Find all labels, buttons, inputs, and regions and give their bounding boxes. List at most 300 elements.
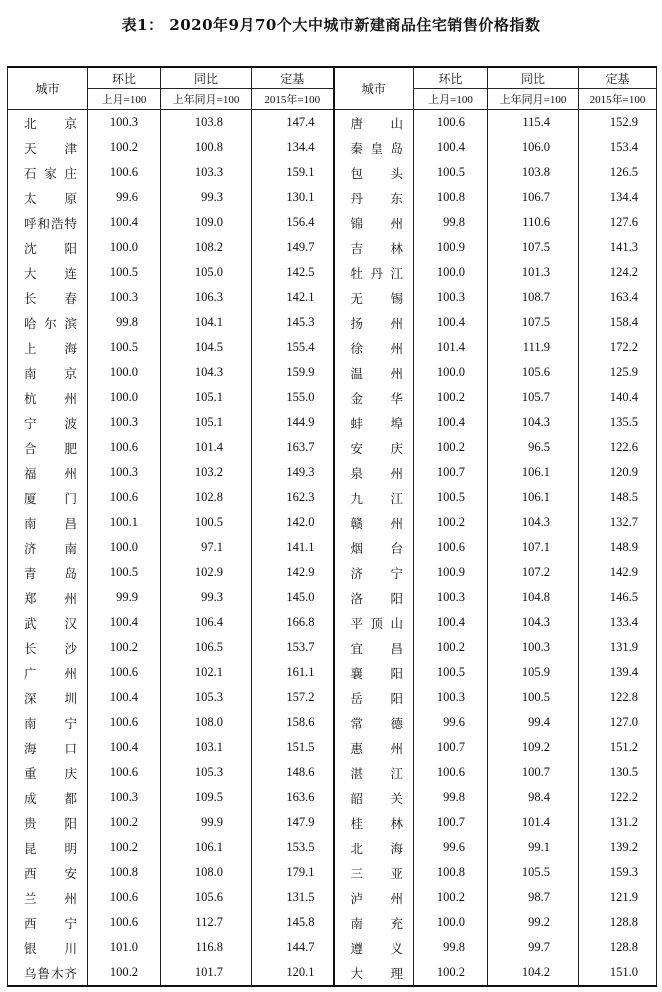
cell-mom-right: 100.3	[414, 285, 488, 310]
cell-fixed-left: 155.4	[252, 335, 334, 360]
cell-mom-left: 99.9	[88, 585, 161, 610]
cell-city-right: 徐州	[334, 335, 414, 360]
table-row	[8, 510, 657, 535]
cell-mom-right: 99.6	[414, 835, 488, 860]
cell-city-left: 宁波	[8, 410, 88, 435]
cell-city-right: 安庆	[334, 435, 414, 460]
table-row	[8, 110, 657, 136]
cell-fixed-right: 133.4	[579, 610, 657, 635]
cell-city-left: 贵阳	[8, 810, 88, 835]
cell-mom-right: 99.6	[414, 710, 488, 735]
cell-fixed-left: 159.1	[252, 160, 334, 185]
table-row	[8, 760, 657, 785]
cell-fixed-right: 135.5	[579, 410, 657, 435]
cell-fixed-right: 172.2	[579, 335, 657, 360]
cell-fixed-right: 146.5	[579, 585, 657, 610]
table-row	[8, 185, 657, 210]
cell-fixed-right: 131.2	[579, 810, 657, 835]
cell-city-right: 泉州	[334, 460, 414, 485]
table-row	[8, 710, 657, 735]
cell-yoy-left: 105.3	[161, 685, 252, 710]
cell-city-left: 沈阳	[8, 235, 88, 260]
table-row	[8, 335, 657, 360]
cell-yoy-right: 100.7	[488, 760, 579, 785]
cell-fixed-right: 127.0	[579, 710, 657, 735]
cell-mom-left: 100.3	[88, 460, 161, 485]
cell-yoy-right: 99.7	[488, 935, 579, 960]
cell-city-left: 兰州	[8, 885, 88, 910]
cell-yoy-left: 108.0	[161, 860, 252, 885]
cell-yoy-left: 105.1	[161, 385, 252, 410]
cell-city-left: 乌鲁木齐	[8, 960, 88, 986]
cell-mom-left: 100.6	[88, 660, 161, 685]
cell-yoy-right: 111.9	[488, 335, 579, 360]
table-row	[8, 135, 657, 160]
cell-mom-right: 100.5	[414, 485, 488, 510]
cell-city-right: 九江	[334, 485, 414, 510]
cell-mom-right: 100.0	[414, 360, 488, 385]
cell-city-left: 南宁	[8, 710, 88, 735]
table-row	[8, 685, 657, 710]
cell-city-right: 扬州	[334, 310, 414, 335]
cell-yoy-right: 98.7	[488, 885, 579, 910]
cell-fixed-right: 128.8	[579, 935, 657, 960]
cell-city-right: 洛阳	[334, 585, 414, 610]
cell-mom-left: 100.5	[88, 335, 161, 360]
cell-fixed-right: 139.4	[579, 660, 657, 685]
cell-city-right: 襄阳	[334, 660, 414, 685]
cell-fixed-left: 141.1	[252, 535, 334, 560]
cell-mom-right: 100.4	[414, 610, 488, 635]
cell-fixed-left: 131.5	[252, 885, 334, 910]
cell-fixed-left: 147.4	[252, 110, 334, 136]
cell-fixed-left: 147.9	[252, 810, 334, 835]
cell-yoy-right: 99.2	[488, 910, 579, 935]
cell-mom-left: 100.3	[88, 110, 161, 136]
table-row	[8, 385, 657, 410]
table-row	[8, 360, 657, 385]
cell-city-right: 蚌埠	[334, 410, 414, 435]
cell-yoy-left: 101.7	[161, 960, 252, 986]
header-mom-base-left: 上月=100	[88, 89, 161, 110]
cell-mom-left: 101.0	[88, 935, 161, 960]
cell-fixed-left: 156.4	[252, 210, 334, 235]
cell-yoy-left: 105.0	[161, 260, 252, 285]
cell-mom-left: 100.6	[88, 885, 161, 910]
cell-city-right: 丹东	[334, 185, 414, 210]
cell-yoy-left: 101.4	[161, 435, 252, 460]
cell-city-right: 北海	[334, 835, 414, 860]
table-row	[8, 935, 657, 960]
header-fixed-right: 定基	[579, 67, 657, 89]
table-row	[8, 310, 657, 335]
cell-mom-right: 100.2	[414, 435, 488, 460]
cell-yoy-right: 106.0	[488, 135, 579, 160]
cell-yoy-left: 106.3	[161, 285, 252, 310]
cell-mom-right: 100.5	[414, 660, 488, 685]
cell-yoy-left: 104.5	[161, 335, 252, 360]
cell-yoy-right: 107.5	[488, 235, 579, 260]
table-title: 表1： 2020年9月70个大中城市新建商品住宅销售价格指数	[121, 16, 541, 34]
table-row	[8, 660, 657, 685]
cell-yoy-right: 109.2	[488, 735, 579, 760]
cell-fixed-left: 155.0	[252, 385, 334, 410]
table-row	[8, 410, 657, 435]
cell-city-right: 桂林	[334, 810, 414, 835]
cell-fixed-right: 163.4	[579, 285, 657, 310]
cell-yoy-right: 98.4	[488, 785, 579, 810]
cell-city-left: 呼和浩特	[8, 210, 88, 235]
cell-yoy-right: 105.5	[488, 860, 579, 885]
cell-yoy-left: 106.5	[161, 635, 252, 660]
cell-mom-left: 99.8	[88, 310, 161, 335]
cell-fixed-right: 130.5	[579, 760, 657, 785]
cell-fixed-left: 142.5	[252, 260, 334, 285]
table-row	[8, 785, 657, 810]
header-yoy-right: 同比	[488, 67, 579, 89]
cell-fixed-right: 151.2	[579, 735, 657, 760]
cell-yoy-left: 109.0	[161, 210, 252, 235]
cell-mom-left: 100.6	[88, 485, 161, 510]
cell-yoy-left: 109.5	[161, 785, 252, 810]
header-fixed-base-left: 2015年=100	[252, 89, 334, 110]
cell-city-right: 南充	[334, 910, 414, 935]
table-row	[8, 835, 657, 860]
cell-city-left: 长沙	[8, 635, 88, 660]
cell-yoy-left: 103.8	[161, 110, 252, 136]
cell-yoy-left: 106.4	[161, 610, 252, 635]
table-row	[8, 535, 657, 560]
cell-city-left: 济南	[8, 535, 88, 560]
cell-fixed-right: 139.2	[579, 835, 657, 860]
cell-city-right: 泸州	[334, 885, 414, 910]
cell-mom-left: 100.2	[88, 635, 161, 660]
cell-fixed-left: 120.1	[252, 960, 334, 986]
cell-mom-left: 100.4	[88, 210, 161, 235]
cell-city-right: 宜昌	[334, 635, 414, 660]
cell-yoy-right: 106.1	[488, 485, 579, 510]
cell-city-right: 烟台	[334, 535, 414, 560]
cell-fixed-left: 153.7	[252, 635, 334, 660]
cell-city-left: 长春	[8, 285, 88, 310]
cell-yoy-left: 97.1	[161, 535, 252, 560]
cell-mom-right: 100.0	[414, 260, 488, 285]
cell-mom-right: 100.0	[414, 910, 488, 935]
cell-yoy-right: 115.4	[488, 110, 579, 136]
cell-city-left: 重庆	[8, 760, 88, 785]
cell-yoy-left: 108.0	[161, 710, 252, 735]
cell-city-right: 湛江	[334, 760, 414, 785]
cell-yoy-left: 102.9	[161, 560, 252, 585]
cell-yoy-right: 107.1	[488, 535, 579, 560]
cell-city-left: 广州	[8, 660, 88, 685]
cell-yoy-right: 104.8	[488, 585, 579, 610]
cell-city-left: 杭州	[8, 385, 88, 410]
cell-fixed-right: 153.4	[579, 135, 657, 160]
cell-fixed-right: 140.4	[579, 385, 657, 410]
cell-fixed-left: 130.1	[252, 185, 334, 210]
cell-yoy-left: 108.2	[161, 235, 252, 260]
cell-fixed-right: 128.8	[579, 910, 657, 935]
cell-mom-right: 100.2	[414, 960, 488, 986]
cell-mom-left: 100.2	[88, 835, 161, 860]
cell-mom-left: 100.2	[88, 810, 161, 835]
cell-yoy-right: 99.4	[488, 710, 579, 735]
cell-yoy-right: 104.3	[488, 610, 579, 635]
table-row	[8, 285, 657, 310]
table-row	[8, 460, 657, 485]
cell-mom-left: 100.1	[88, 510, 161, 535]
cell-fixed-left: 163.6	[252, 785, 334, 810]
cell-city-left: 银川	[8, 935, 88, 960]
table-body	[8, 110, 657, 987]
cell-city-right: 无锡	[334, 285, 414, 310]
cell-mom-left: 100.0	[88, 360, 161, 385]
cell-fixed-right: 134.4	[579, 185, 657, 210]
cell-mom-left: 100.6	[88, 160, 161, 185]
header-mom-right: 环比	[414, 67, 488, 89]
cell-mom-right: 100.3	[414, 585, 488, 610]
cell-yoy-left: 103.3	[161, 160, 252, 185]
cell-fixed-right: 159.3	[579, 860, 657, 885]
cell-city-left: 武汉	[8, 610, 88, 635]
cell-mom-right: 100.7	[414, 810, 488, 835]
cell-city-right: 锦州	[334, 210, 414, 235]
cell-yoy-left: 112.7	[161, 910, 252, 935]
table-row	[8, 610, 657, 635]
cell-fixed-right: 158.4	[579, 310, 657, 335]
cell-mom-left: 100.6	[88, 760, 161, 785]
cell-mom-right: 100.9	[414, 560, 488, 585]
cell-fixed-left: 153.5	[252, 835, 334, 860]
cell-city-right: 惠州	[334, 735, 414, 760]
cell-yoy-right: 96.5	[488, 435, 579, 460]
cell-city-left: 南京	[8, 360, 88, 385]
cell-city-left: 西宁	[8, 910, 88, 935]
cell-fixed-right: 141.3	[579, 235, 657, 260]
cell-yoy-left: 105.1	[161, 410, 252, 435]
cell-mom-right: 100.3	[414, 685, 488, 710]
table-row	[8, 560, 657, 585]
cell-city-left: 西安	[8, 860, 88, 885]
cell-fixed-left: 157.2	[252, 685, 334, 710]
cell-fixed-right: 122.8	[579, 685, 657, 710]
cell-mom-right: 100.9	[414, 235, 488, 260]
cell-yoy-left: 99.9	[161, 810, 252, 835]
header-mom-left: 环比	[88, 67, 161, 89]
cell-mom-left: 100.3	[88, 785, 161, 810]
cell-mom-right: 100.5	[414, 160, 488, 185]
cell-city-left: 上海	[8, 335, 88, 360]
cell-fixed-right: 120.9	[579, 460, 657, 485]
cell-fixed-right: 151.0	[579, 960, 657, 986]
cell-fixed-left: 166.8	[252, 610, 334, 635]
header-fixed-base-right: 2015年=100	[579, 89, 657, 110]
table-row	[8, 860, 657, 885]
cell-mom-right: 100.8	[414, 185, 488, 210]
table-row	[8, 960, 657, 986]
cell-mom-right: 100.2	[414, 510, 488, 535]
cell-fixed-left: 151.5	[252, 735, 334, 760]
cell-fixed-right: 148.5	[579, 485, 657, 510]
cell-fixed-left: 148.6	[252, 760, 334, 785]
cell-mom-left: 100.2	[88, 960, 161, 986]
cell-city-left: 大连	[8, 260, 88, 285]
cell-city-right: 韶关	[334, 785, 414, 810]
cell-mom-left: 100.6	[88, 435, 161, 460]
cell-mom-right: 100.4	[414, 135, 488, 160]
cell-mom-left: 100.0	[88, 235, 161, 260]
cell-mom-right: 99.8	[414, 785, 488, 810]
cell-city-right: 大理	[334, 960, 414, 986]
cell-fixed-left: 145.3	[252, 310, 334, 335]
cell-fixed-left: 142.0	[252, 510, 334, 535]
cell-yoy-right: 101.4	[488, 810, 579, 835]
cell-mom-right: 100.6	[414, 110, 488, 136]
cell-mom-left: 100.4	[88, 610, 161, 635]
cell-fixed-right: 132.7	[579, 510, 657, 535]
table-row	[8, 810, 657, 835]
header-city-left: 城市	[8, 67, 88, 110]
cell-yoy-right: 105.6	[488, 360, 579, 385]
cell-city-right: 平顶山	[334, 610, 414, 635]
cell-mom-right: 100.6	[414, 535, 488, 560]
cell-fixed-right: 122.6	[579, 435, 657, 460]
cell-fixed-right: 152.9	[579, 110, 657, 136]
cell-city-right: 常德	[334, 710, 414, 735]
cell-city-right: 三亚	[334, 860, 414, 885]
cell-mom-right: 100.2	[414, 885, 488, 910]
cell-mom-right: 100.4	[414, 410, 488, 435]
cell-fixed-left: 149.3	[252, 460, 334, 485]
cell-yoy-right: 99.1	[488, 835, 579, 860]
cell-mom-left: 100.4	[88, 735, 161, 760]
cell-fixed-left: 158.6	[252, 710, 334, 735]
cell-city-left: 成都	[8, 785, 88, 810]
cell-yoy-right: 103.8	[488, 160, 579, 185]
cell-mom-left: 100.2	[88, 135, 161, 160]
cell-mom-left: 100.3	[88, 285, 161, 310]
table-row	[8, 485, 657, 510]
cell-fixed-left: 159.9	[252, 360, 334, 385]
cell-mom-left: 100.0	[88, 385, 161, 410]
cell-mom-left: 100.6	[88, 910, 161, 935]
cell-mom-left: 100.5	[88, 260, 161, 285]
cell-mom-right: 100.2	[414, 635, 488, 660]
cell-yoy-left: 106.1	[161, 835, 252, 860]
table-row	[8, 910, 657, 935]
cell-fixed-left: 145.8	[252, 910, 334, 935]
table-row	[8, 235, 657, 260]
cell-yoy-left: 104.1	[161, 310, 252, 335]
cell-fixed-right: 126.5	[579, 160, 657, 185]
cell-yoy-left: 116.8	[161, 935, 252, 960]
cell-yoy-right: 101.3	[488, 260, 579, 285]
cell-fixed-right: 125.9	[579, 360, 657, 385]
cell-city-left: 南昌	[8, 510, 88, 535]
cell-mom-left: 100.3	[88, 410, 161, 435]
cell-mom-right: 99.8	[414, 935, 488, 960]
cell-fixed-right: 142.9	[579, 560, 657, 585]
cell-yoy-left: 100.5	[161, 510, 252, 535]
cell-city-right: 济宁	[334, 560, 414, 585]
cell-city-left: 昆明	[8, 835, 88, 860]
cell-fixed-right: 121.9	[579, 885, 657, 910]
cell-city-right: 金华	[334, 385, 414, 410]
table-row	[8, 635, 657, 660]
cell-fixed-left: 145.0	[252, 585, 334, 610]
cell-yoy-left: 103.1	[161, 735, 252, 760]
cell-city-right: 岳阳	[334, 685, 414, 710]
cell-yoy-right: 104.3	[488, 410, 579, 435]
cell-city-left: 石家庄	[8, 160, 88, 185]
cell-city-left: 哈尔滨	[8, 310, 88, 335]
cell-city-right: 遵义	[334, 935, 414, 960]
cell-city-right: 牡丹江	[334, 260, 414, 285]
cell-yoy-right: 105.7	[488, 385, 579, 410]
cell-mom-left: 100.4	[88, 685, 161, 710]
cell-yoy-right: 106.1	[488, 460, 579, 485]
cell-yoy-left: 100.8	[161, 135, 252, 160]
cell-yoy-right: 100.3	[488, 635, 579, 660]
cell-city-right: 吉林	[334, 235, 414, 260]
cell-city-right: 温州	[334, 360, 414, 385]
table-row	[8, 885, 657, 910]
cell-city-left: 北京	[8, 110, 88, 136]
cell-mom-left: 100.8	[88, 860, 161, 885]
cell-city-left: 青岛	[8, 560, 88, 585]
cell-mom-left: 99.6	[88, 185, 161, 210]
cell-fixed-left: 161.1	[252, 660, 334, 685]
cell-city-right: 唐山	[334, 110, 414, 136]
cell-yoy-left: 99.3	[161, 585, 252, 610]
header-yoy-base-right: 上年同月=100	[488, 89, 579, 110]
cell-yoy-left: 99.3	[161, 185, 252, 210]
cell-yoy-left: 102.8	[161, 485, 252, 510]
header-yoy-base-left: 上年同月=100	[161, 89, 252, 110]
cell-city-right: 秦皇岛	[334, 135, 414, 160]
cell-city-left: 福州	[8, 460, 88, 485]
cell-fixed-left: 142.9	[252, 560, 334, 585]
cell-city-left: 厦门	[8, 485, 88, 510]
cell-city-left: 太原	[8, 185, 88, 210]
cell-fixed-right: 122.2	[579, 785, 657, 810]
cell-mom-left: 100.6	[88, 710, 161, 735]
cell-fixed-left: 144.7	[252, 935, 334, 960]
cell-fixed-left: 163.7	[252, 435, 334, 460]
cell-mom-right: 101.4	[414, 335, 488, 360]
cell-fixed-left: 144.9	[252, 410, 334, 435]
price-index-table	[7, 66, 657, 987]
table-row	[8, 735, 657, 760]
cell-yoy-right: 105.9	[488, 660, 579, 685]
table-row	[8, 160, 657, 185]
cell-yoy-right: 107.5	[488, 310, 579, 335]
cell-fixed-right: 127.6	[579, 210, 657, 235]
header-mom-base-right: 上月=100	[414, 89, 488, 110]
cell-yoy-right: 110.6	[488, 210, 579, 235]
cell-fixed-left: 179.1	[252, 860, 334, 885]
table-row	[8, 210, 657, 235]
cell-mom-right: 100.7	[414, 735, 488, 760]
cell-mom-left: 100.5	[88, 560, 161, 585]
table-row	[8, 435, 657, 460]
header-fixed-left: 定基	[252, 67, 334, 89]
cell-city-left: 郑州	[8, 585, 88, 610]
cell-fixed-right: 124.2	[579, 260, 657, 285]
cell-city-left: 海口	[8, 735, 88, 760]
cell-fixed-left: 149.7	[252, 235, 334, 260]
